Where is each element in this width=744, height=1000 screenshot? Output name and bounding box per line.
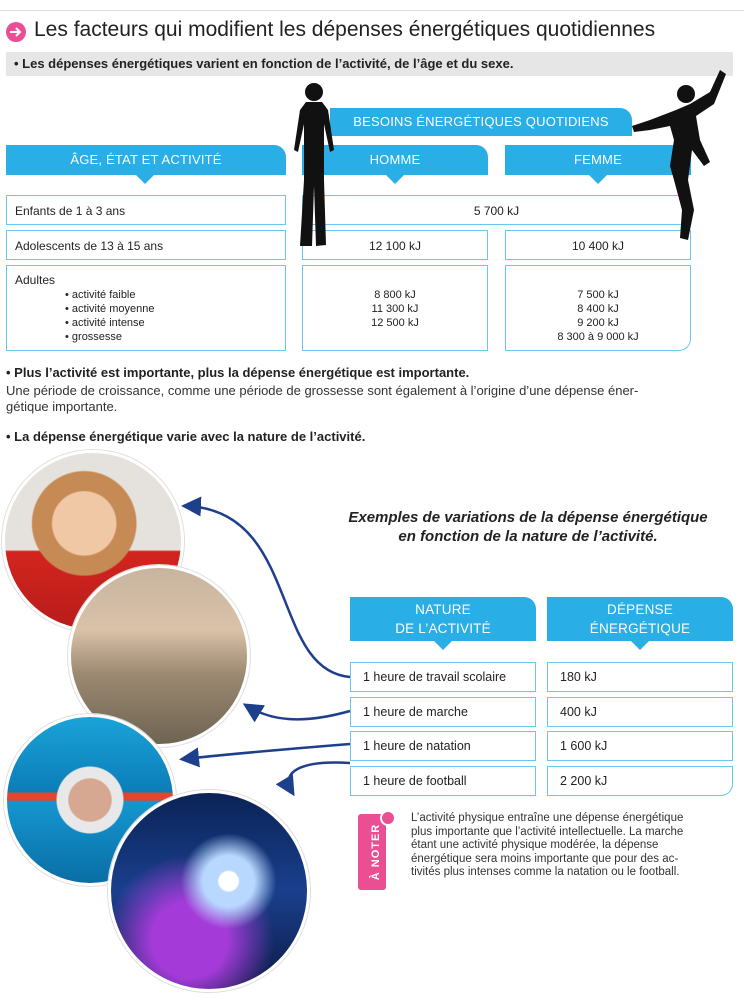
adultes-homme-value: 11 300 kJ: [371, 303, 419, 315]
adultes-femme-value: 9 200 kJ: [577, 317, 619, 329]
col-age-pointer: [136, 175, 154, 184]
example-row-activity: [350, 662, 536, 692]
example-row-value: [547, 731, 733, 761]
example-row-value: [547, 662, 733, 692]
man-silhouette-illustration: [290, 80, 340, 250]
adultes-item: • activité moyenne: [65, 303, 155, 315]
example-row-value: [547, 697, 733, 727]
page-title: Les facteurs qui modifient les dépenses énergétiques quotidiennes: [34, 18, 656, 41]
section2-paragraph: [6, 383, 736, 415]
col-femme-pointer: [589, 175, 607, 184]
note-line: tivités plus intenses comme la natation ou le football.: [411, 866, 680, 878]
woman-silhouette-illustration: [630, 70, 730, 245]
activity-label: 1 heure de travail scolaire: [363, 670, 507, 684]
besoins-banner-label: BESOINS ÉNERGÉTIQUES QUOTIDIENS: [353, 114, 609, 129]
arrow-to-football: [289, 763, 350, 792]
enfants-label: Enfants de 1 à 3 ans: [15, 204, 126, 218]
col-depense-label: DÉPENSE: [607, 602, 673, 617]
note-paragraph: [411, 812, 734, 880]
adultes-homme-value: 8 800 kJ: [374, 289, 416, 301]
row-adultes-label: [6, 265, 286, 351]
examples-title-line: en fonction de la nature de l’activité.: [398, 528, 658, 545]
col-header-nature: [350, 597, 536, 641]
activity-label: 1 heure de marche: [363, 705, 468, 719]
top-divider: [0, 10, 744, 11]
row-adultes-homme: [302, 265, 488, 351]
adultes-item: • grossesse: [65, 331, 123, 343]
row-adultes-femme: [505, 265, 691, 351]
a-noter-badge: [354, 810, 394, 892]
row-enfants-label: [6, 195, 286, 225]
arrow-right-icon: [6, 22, 26, 42]
note-line: étant une activité physique modérée, la dépense: [411, 839, 659, 851]
adultes-label: Adultes: [15, 273, 56, 287]
section2-line: gétique importante.: [6, 399, 118, 414]
note-line: énergétique sera moins importante que pour des ac-: [411, 852, 679, 865]
col-header-age: [6, 145, 286, 175]
ado-femme-value: 10 400 kJ: [571, 239, 625, 253]
arrow-to-swimmer: [184, 744, 350, 759]
col-depense-pointer: [631, 641, 649, 650]
examples-title-line: Exemples de variations de la dépense énergétique: [348, 509, 708, 526]
subtitle-text: • Les dépenses énergétiques varient en fonction de l’activité, de l’âge et du sexe.: [14, 56, 514, 71]
enfants-value: 5 700 kJ: [473, 204, 520, 218]
example-row-value: [547, 766, 733, 796]
a-noter-dot-icon: [380, 810, 396, 826]
col-header-femme-label: FEMME: [574, 152, 622, 167]
activity-value: 1 600 kJ: [560, 739, 608, 753]
adultes-femme-value: 7 500 kJ: [577, 289, 619, 301]
besoins-banner: [330, 108, 632, 136]
adultes-item: • activité intense: [65, 317, 145, 329]
note-line: L’activité physique entraîne une dépense énergétique: [411, 812, 684, 824]
section3-heading: • La dépense énergétique varie avec la nature de l’activité.: [6, 429, 366, 444]
adultes-femme-value: 8 300 à 9 000 kJ: [557, 331, 639, 343]
ado-label: Adolescents de 13 à 15 ans: [15, 239, 164, 253]
note-line: plus importante que l’activité intellectuelle. La marche: [411, 825, 684, 838]
col-nature-label: NATURE: [415, 602, 471, 617]
activity-value: 400 kJ: [560, 705, 597, 719]
activity-label: 1 heure de football: [363, 774, 467, 788]
col-header-depense: [547, 597, 733, 641]
col-depense-label: ÉNERGÉTIQUE: [589, 621, 691, 636]
example-row-activity: [350, 697, 536, 727]
section2-heading: • Plus l’activité est importante, plus la dépense énergétique est importante.: [6, 365, 470, 380]
adultes-femme-value: 8 400 kJ: [577, 303, 619, 315]
adultes-homme-value: 12 500 kJ: [371, 317, 419, 329]
col-header-homme-label: HOMME: [369, 152, 421, 167]
example-row-activity: [350, 731, 536, 761]
football-photo: [108, 790, 310, 992]
examples-title: [318, 508, 738, 546]
col-nature-pointer: [434, 641, 452, 650]
subtitle-bar: [6, 52, 733, 76]
col-header-age-label: ÂGE, ÉTAT ET ACTIVITÉ: [70, 152, 222, 167]
activity-label: 1 heure de natation: [363, 739, 471, 753]
section2-line: Une période de croissance, comme une période de grossesse sont également à l’origine d’une dépense éner-: [6, 383, 639, 398]
adultes-item: • activité faible: [65, 289, 136, 301]
col-homme-pointer: [386, 175, 404, 184]
arrows-overlay: [0, 490, 360, 800]
example-row-activity: [350, 766, 536, 796]
a-noter-label: À NOTER: [370, 823, 382, 881]
activity-value: 2 200 kJ: [560, 774, 608, 788]
col-nature-label: DE L’ACTIVITÉ: [395, 621, 491, 636]
ado-homme-value: 12 100 kJ: [368, 239, 422, 253]
row-ado-label: [6, 230, 286, 260]
arrow-to-walking: [247, 706, 350, 719]
activity-value: 180 kJ: [560, 670, 597, 684]
